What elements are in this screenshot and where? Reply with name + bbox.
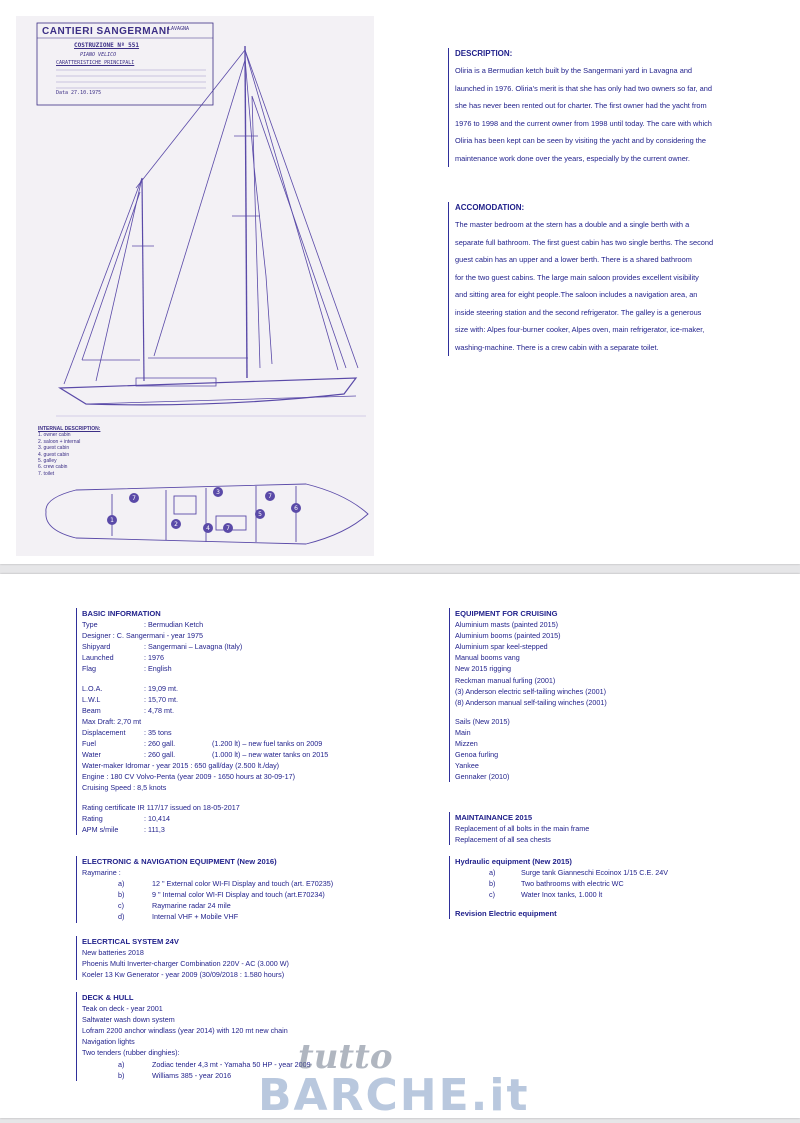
cruising-line: Aluminium booms (painted 2015) <box>455 631 561 641</box>
revision-line: Revision Electric equipment <box>455 909 557 919</box>
engine-line: Engine : 180 CV Volvo-Penta (year 2009 - 1650 hours at 30-09-17) <box>82 772 295 782</box>
cruising-line: (3) Anderson electric self-tailing winches (2001) <box>455 686 607 696</box>
stamp-line2: PIANO VELICO <box>80 52 117 58</box>
basic-information-section <box>76 608 382 835</box>
lwl-value: : 15,70 mt. <box>144 694 178 704</box>
stamp-line3: CARATTERISTICHE PRINCIPALI <box>56 60 135 66</box>
displacement-label: Displacement <box>82 727 126 737</box>
accomodation-line: guest cabin has an upper and a lower berth. There is a shared bathroom <box>455 255 692 264</box>
watermaker-line: Water-maker Idromar - year 2015 : 650 gall/day (2.500 lt./day) <box>82 761 280 771</box>
deck-line: Two tenders (rubber dinghies): <box>82 1048 180 1058</box>
electronic-brand: Raymarine : <box>82 868 121 878</box>
flag-label: Flag <box>82 664 96 674</box>
item-value: Surge tank Gianneschi Ecoinox 1/15 C.E. 24V <box>521 868 669 878</box>
cruising-speed-line: Cruising Speed : 8,5 knots <box>82 783 167 793</box>
electronic-section <box>76 856 382 923</box>
electrical-line: New batteries 2018 <box>82 948 144 958</box>
cruising-line: (8) Anderson manual self-tailing winches (2001) <box>455 697 607 707</box>
deck-heading: DECK & HULL <box>82 993 134 1002</box>
electrical-line: Phoenis Multi Inverter-charger Combination 220V - AC (3.000 W) <box>82 959 289 969</box>
electrical-section <box>76 936 382 980</box>
loa-value: : 19,09 mt. <box>144 683 178 693</box>
deck-line: Saltwater wash down system <box>82 1015 175 1025</box>
description-line: launched in 1976. Oliria's merit is that she has only had two owners so far, and <box>455 83 712 93</box>
item-key: a) <box>118 879 125 889</box>
tuttobarche-watermark <box>258 1038 558 1118</box>
cruising-line: New 2015 rigging <box>455 664 511 674</box>
description-section <box>448 48 727 167</box>
item-key: b) <box>118 1070 125 1080</box>
cruising-line: Reckman manual furling (2001) <box>455 675 556 685</box>
apm-value: : 111,3 <box>144 824 165 834</box>
description-heading: DESCRIPTION: <box>455 49 513 58</box>
launched-label: Launched <box>82 653 114 663</box>
plan-num: 3 <box>216 489 220 496</box>
launched-value: : 1976 <box>144 653 164 663</box>
sail-plan-drawing <box>16 16 374 556</box>
item-key: b) <box>489 879 496 889</box>
accomodation-line: for the two guest cabins. The large main saloon provides excellent visibility <box>455 272 699 282</box>
cruising-heading: EQUIPMENT FOR CRUISING <box>455 609 558 618</box>
beam-label: Beam <box>82 705 101 715</box>
item-value: Williams 385 - year 2016 <box>152 1070 232 1080</box>
accomodation-line: The master bedroom at the stern has a double and a single berth with a <box>455 220 690 229</box>
cruising-line: Aluminium masts (painted 2015) <box>455 620 559 630</box>
internal-item: 5. galley <box>38 458 57 465</box>
item-value: Two bathrooms with electric WC <box>521 879 624 889</box>
plan-num: 7 <box>226 525 230 532</box>
plan-num: 2 <box>174 521 178 528</box>
item-value: Internal VHF + Mobile VHF <box>152 912 239 922</box>
type-value: : Bermudian Ketch <box>144 620 204 630</box>
maint-heading: MAINTAINANCE 2015 <box>455 813 533 822</box>
displacement-value: : 35 tons <box>144 727 172 737</box>
description-line: she has never been rented out for charter. The first owner had the yacht from <box>455 101 707 110</box>
deck-line: Navigation lights <box>82 1037 135 1047</box>
plan-num: 6 <box>294 505 298 512</box>
description-line: 1976 to 1998 and the current owner from 1998 until today. The care with which <box>455 118 712 128</box>
plan-num: 7 <box>268 493 272 500</box>
deck-line: Lofram 2200 anchor windlass (year 2014) with 120 mt new chain <box>82 1026 288 1036</box>
sails-line: Genoa furling <box>455 750 499 760</box>
internal-item: 3. guest cabin <box>38 445 70 452</box>
accomodation-line: inside steering station and the second refrigerator. The galley is a generous <box>455 307 702 317</box>
cruising-equipment-section <box>449 608 735 782</box>
description-line: Oliria has been kept can be seen by visiting the yacht and by considering the <box>455 136 707 145</box>
rating-label: Rating <box>82 813 103 823</box>
stamp-town: LAVAGNA <box>168 26 190 32</box>
item-key: a) <box>489 868 496 878</box>
accomodation-line: size with: Alpes four-burner cooker, Alpes oven, main refrigerator, ice-maker, <box>455 325 705 334</box>
item-key: c) <box>118 901 124 911</box>
sails-line: Sails (New 2015) <box>455 716 510 726</box>
deck-line: Teak on deck - year 2001 <box>82 1004 163 1014</box>
shipyard-label: Shipyard <box>82 642 111 652</box>
flag-value: : English <box>144 664 172 674</box>
shipyard-stamp <box>36 22 214 106</box>
apm-label: APM s/mile <box>82 824 119 834</box>
sails-line: Mizzen <box>455 739 478 749</box>
accomodation-section <box>448 202 727 356</box>
fuel-label: Fuel <box>82 739 96 749</box>
hydraulic-heading: Hydraulic equipment (New 2015) <box>455 857 572 866</box>
water-value: : 260 gall. <box>144 750 176 760</box>
water-label: Water <box>82 750 101 760</box>
draft-line: Max Draft: 2,70 mt <box>82 716 142 726</box>
stamp-company: CANTIERI SANGERMANI <box>42 26 170 37</box>
internal-description <box>38 426 100 477</box>
item-value: Water Inox tanks, 1.000 lt <box>521 890 603 900</box>
accomodation-line: and sitting area for eight people.The saloon includes a navigation area, an <box>455 290 698 299</box>
fuel-value: : 260 gall. <box>144 739 176 749</box>
item-value: 12 " External color WI-FI Display and touch (art. E70235) <box>152 879 334 889</box>
item-key: d) <box>118 912 125 922</box>
accomodation-line: separate full bathroom. The first guest cabin has two single berths. The second <box>455 237 714 247</box>
plan-num: 1 <box>110 517 114 524</box>
internal-item: 4. guest cabin <box>38 451 70 458</box>
description-line: maintenance work done over the years, especially by the current owner. <box>455 153 690 163</box>
sails-line: Yankee <box>455 761 479 771</box>
watermark-logo <box>258 1038 558 1118</box>
stamp-line1: COSTRUZIONE Nº 551 <box>74 42 140 49</box>
stamp-line4: Data 27.10.1975 <box>56 90 102 96</box>
maint-line: Replacement of all bolts in the main frame <box>455 824 590 834</box>
loa-label: L.O.A. <box>82 683 103 693</box>
plan-num: 4 <box>206 525 210 532</box>
plan-num: 7 <box>132 495 136 502</box>
brochure-page-2 <box>0 574 800 1118</box>
shipyard-value: : Sangermani – Lavagna (Italy) <box>144 642 243 652</box>
rating-certificate-line: Rating certificate IR 117/17 issued on 18-05-2017 <box>82 802 240 812</box>
watermark-line1: tutto <box>298 1038 393 1077</box>
rating-value: : 10,414 <box>144 813 170 823</box>
maint-line: Replacement of all sea chests <box>455 835 551 845</box>
lwl-label: L.W.L <box>82 694 101 704</box>
water-note: (1.000 lt) – new water tanks on 2015 <box>212 750 329 760</box>
watermark-line2: BARCHE.it <box>258 1070 530 1118</box>
fuel-note: (1.200 lt) – new fuel tanks on 2009 <box>212 739 323 749</box>
item-key: b) <box>118 890 125 900</box>
maintainance-section <box>449 812 735 845</box>
internal-item: 6. crew cabin <box>38 464 68 471</box>
sails-line: Gennaker (2010) <box>455 772 510 782</box>
item-key: c) <box>489 890 495 900</box>
plan-num: 5 <box>258 511 262 518</box>
basic-heading: BASIC INFORMATION <box>82 609 161 618</box>
description-line: Oliria is a Bermudian ketch built by the Sangermani yard in Lavagna and <box>455 66 693 75</box>
item-value: Raymarine radar 24 mile <box>152 901 231 911</box>
cruising-line: Manual booms vang <box>455 653 520 663</box>
item-value: Zodiac tender 4,3 mt - Yamaha 50 HP - year 2009 <box>152 1059 311 1069</box>
electrical-line: Koeler 13 Kw Generator - year 2009 (30/09/2018 : 1.580 hours) <box>82 970 285 980</box>
hydraulic-section <box>449 856 735 919</box>
item-key: a) <box>118 1059 125 1069</box>
internal-item: 7. toilet <box>38 470 55 477</box>
electronic-heading: ELECTRONIC & NAVIGATION EQUIPMENT (New 2016) <box>82 857 277 866</box>
internal-item: 1. owner cabin <box>38 432 71 439</box>
type-label: Type <box>82 620 98 630</box>
sails-line: Main <box>455 727 471 737</box>
designer-line: Designer : C. Sangermani - year 1975 <box>82 631 204 641</box>
item-value: 9 " Internal color WI-FI Display and touch (art.E70234) <box>152 890 325 900</box>
internal-title: INTERNAL DESCRIPTION: <box>38 426 101 432</box>
internal-item: 2. saloon + internal <box>38 438 81 445</box>
accomodation-heading: ACCOMODATION: <box>455 203 525 212</box>
electrical-heading: ELECRTICAL SYSTEM 24V <box>82 937 179 946</box>
beam-value: : 4,78 mt. <box>144 705 174 715</box>
accomodation-line: washing-machine. There is a crew cabin with a separate toilet. <box>455 342 659 352</box>
cruising-line: Aluminium spar keel-stepped <box>455 642 548 652</box>
